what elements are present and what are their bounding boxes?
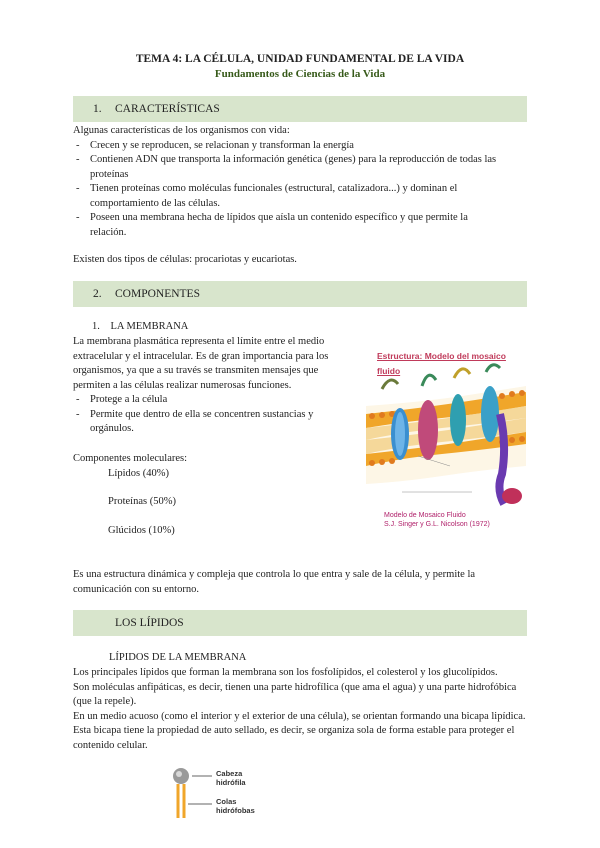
list-item: - Tienen proteínas como moléculas funcionales (estructural, catalizadora...) y dominan el comportamiento de las células.	[73, 182, 503, 211]
lipidos-block	[73, 666, 528, 753]
section-title: LOS LÍPIDOS	[115, 617, 184, 629]
section-title: CARACTERÍSTICAS	[115, 103, 220, 115]
list-item: - Contienen ADN que transporta la información genética (genes) para la reproducción de todas las proteínas	[73, 153, 503, 182]
section-number: 2.	[93, 288, 102, 300]
lipidos-line: Son moléculas anfipáticas, es decir, tienen una parte hidrofílica (que ama el agua) y una parte hidrofóbica (que la repele).	[73, 681, 517, 707]
membrana-heading-text: LA MEMBRANA	[110, 321, 189, 332]
list-item: - Poseen una membrana hecha de lípidos que aísla un contenido específico y que permite la relación.	[73, 211, 503, 240]
label-colas-1: Colas	[216, 797, 237, 806]
membrana-heading-number: 1.	[92, 321, 100, 332]
label-cabeza-2: hidrófila	[216, 777, 246, 787]
list-item: - Protege a la célula	[73, 393, 341, 408]
lipidos-line: En un medio acuoso (como el interior y el exterior de una célula), se orientan formando una bicapa lipídica.	[73, 710, 526, 722]
componente-lipidos: Lípidos (40%)	[108, 467, 169, 479]
section-number: 1.	[93, 103, 102, 115]
membrana-conclusion: Es una estructura dinámica y compleja que controla lo que entra y sale de la célula, y permite la comunicación con su entorno.	[73, 569, 476, 595]
lipidos-heading: LÍPIDOS DE LA MEMBRANA	[109, 652, 247, 663]
document-title: TEMA 4: LA CÉLULA, UNIDAD FUNDAMENTAL DE LA VIDA	[135, 53, 465, 65]
list-item: - Crecen y se reproducen, se relacionan y transforman la energía	[73, 139, 503, 154]
section-title: COMPONENTES	[115, 288, 200, 300]
lipidos-line: Esta bicapa tiene la propiedad de auto sellado, es decir, se organiza sola de forma estable para proteger el contenido celular.	[73, 725, 515, 751]
membrana-text: La membrana plasmática representa el límite entre el medio extracelular y el intracelular. Es de gran importancia para los organismos, ya que a su través se transmiten mensajes que permiten a las células realizar numerosas funciones.	[73, 336, 329, 391]
section-header-componentes	[73, 281, 527, 307]
section-header-lipidos	[73, 610, 527, 636]
list-item: - Permite que dentro de ella se concentren sustancias y orgánulos.	[73, 408, 341, 437]
lipidos-line: Los principales lípidos que forman la membrana son los fosfolípidos, el colesterol y los glucolípidos.	[73, 667, 498, 678]
document-subtitle: Fundamentos de Ciencias de la Vida	[214, 68, 386, 80]
componente-glucidos: Glúcidos (10%)	[108, 524, 175, 536]
componentes-label: Componentes moleculares:	[73, 453, 188, 464]
figure-title: Estructura: Modelo del mosaico fluido	[377, 351, 506, 376]
caracteristicas-intro: Algunas características de los organismos con vida:	[73, 125, 290, 136]
label-cabeza	[216, 770, 246, 787]
componente-proteinas: Proteínas (50%)	[108, 496, 176, 507]
membrana-block	[73, 335, 341, 437]
tipos-celulas: Existen dos tipos de células: procariotas y eucariotas.	[73, 254, 297, 265]
membrana-list	[73, 393, 341, 437]
figure-caption-1: Modelo de Mosaico Fluido	[384, 512, 466, 519]
componentes-moleculares	[73, 452, 333, 538]
label-colas-2: hidrófobas	[216, 805, 255, 815]
label-colas	[216, 798, 255, 815]
figure-mosaico-fluido	[362, 344, 530, 529]
section-header-caracteristicas	[73, 96, 527, 122]
caracteristicas-list	[73, 139, 503, 241]
membrana-heading	[92, 320, 292, 335]
caracteristicas-block	[73, 124, 527, 240]
label-cabeza-1: Cabeza	[216, 769, 243, 778]
figure-fosfolipido	[168, 766, 278, 826]
figure-caption-2: S.J. Singer y G.L. Nicolson (1972)	[384, 521, 490, 528]
